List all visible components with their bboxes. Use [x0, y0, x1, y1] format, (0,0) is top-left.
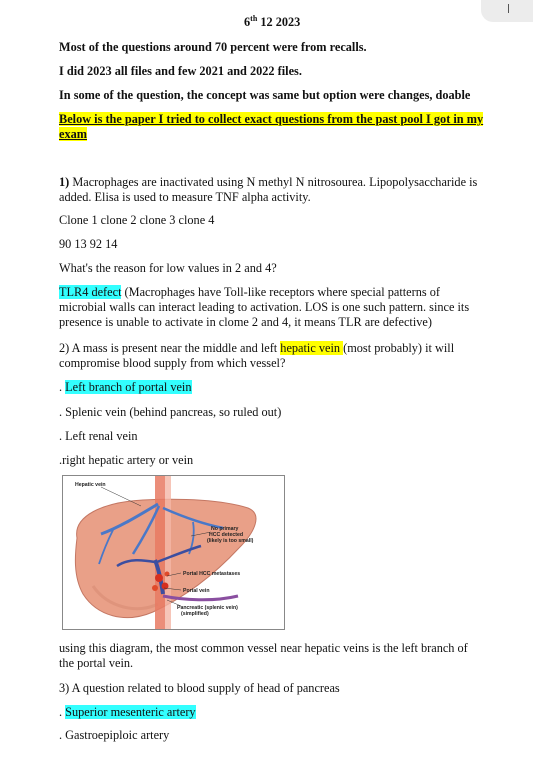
q1-number: 1): [59, 175, 70, 189]
q1-answer-line-1: [59, 285, 440, 300]
q2-option-4: .right hepatic artery or vein: [59, 453, 194, 467]
q1-clones: Clone 1 clone 2 clone 3 clone 4: [59, 213, 215, 227]
q1-stem-line-2: added. Elisa is used to measure TNF alpha activity.: [59, 190, 311, 204]
label-pancreatic-2: (simplified): [181, 611, 209, 617]
q1-values: 90 13 92 14: [59, 237, 118, 251]
q2-stem-line-2: compromise blood supply from which vessel?: [59, 356, 286, 370]
q2-stem-a: 2) A mass is present near the middle and left: [59, 341, 281, 355]
splenic-vein: [163, 596, 238, 600]
q1-explain-line-3: presence is unable to activate in clome 2 and 4, it means TLR are defective): [59, 315, 432, 329]
liver-diagram-svg: [63, 476, 284, 629]
q1-explain-line-2: microbial walls can interact leading to activation. LOS is one such pattern. since its: [59, 300, 470, 314]
metastasis-dot: [152, 585, 158, 591]
label-portal-vein: Portal vein: [183, 588, 210, 594]
q2-option-1-text: Left branch of portal vein: [65, 380, 192, 394]
q3-option-1: [59, 705, 196, 720]
q1-question: What's the reason for low values in 2 and 4?: [59, 261, 277, 275]
q3-option-2: . Gastroepiploic artery: [59, 728, 170, 742]
q2-stem-highlight: hepatic vein: [280, 341, 344, 355]
q2-option-1-prefix: .: [59, 380, 66, 394]
label-hcc-3: (likely is too small): [207, 538, 254, 544]
highlight-note-line-2: [59, 127, 87, 142]
label-hcc-2: HCC detected: [209, 532, 244, 538]
q1-answer: TLR4 defect: [59, 285, 122, 299]
aorta-vessel: [165, 476, 171, 629]
intro-line-3: In some of the question, the concept was same but option were changes, doable: [59, 88, 471, 102]
q3-stem: 3) A question related to blood supply of head of pancreas: [59, 681, 340, 695]
q2-option-3: . Left renal vein: [59, 429, 138, 443]
label-pancreatic-1: Pancreatic (splenic vein): [177, 605, 238, 611]
q2-stem-line-1: [59, 341, 454, 356]
date-heading: [244, 15, 300, 30]
intro-line-2: I did 2023 all files and few 2021 and 2022 files.: [59, 64, 302, 78]
q1-stem-line-1: [59, 175, 477, 190]
q2-stem-b: (most probably) it will: [343, 341, 455, 355]
highlight-note-line-1: [59, 112, 483, 127]
label-portal-hcc: Portal HCC metastases: [183, 571, 241, 577]
ivc-vessel: [155, 476, 165, 629]
page-corner-tab[interactable]: [481, 0, 533, 22]
date-rest: 12 2023: [257, 15, 301, 29]
q2-note-line-1: using this diagram, the most common vessel near hepatic veins is the left branch of: [59, 641, 468, 655]
q2-note-line-2: the portal vein.: [59, 656, 134, 670]
metastasis-dot: [155, 574, 163, 582]
highlight-note-text-2: exam: [59, 127, 87, 141]
date-suffix: th: [250, 13, 258, 23]
highlight-note-text-1: Below is the paper I tried to collect exact questions from the past pool I got in my: [59, 112, 484, 126]
label-hcc-1: No primary: [211, 526, 239, 532]
q1-stem-text-1: Macrophages are inactivated using N methyl N nitrosourea. Lipopolysaccharide is: [69, 175, 478, 189]
q1-explain-1: (Macrophages have Toll-like receptors where special patterns of: [121, 285, 440, 299]
liver-diagram: [62, 475, 285, 630]
intro-line-1: Most of the questions around 70 percent were from recalls.: [59, 40, 367, 54]
q3-option-1-text: Superior mesenteric artery: [65, 705, 196, 719]
q2-option-2: . Splenic vein (behind pancreas, so ruled out): [59, 405, 282, 419]
tab-bar-icon: [508, 4, 509, 13]
label-hepatic-vein: Hepatic vein: [75, 482, 106, 488]
date-day: 6: [244, 15, 251, 29]
q3-option-1-prefix: .: [59, 705, 66, 719]
q2-option-1: [59, 380, 192, 395]
